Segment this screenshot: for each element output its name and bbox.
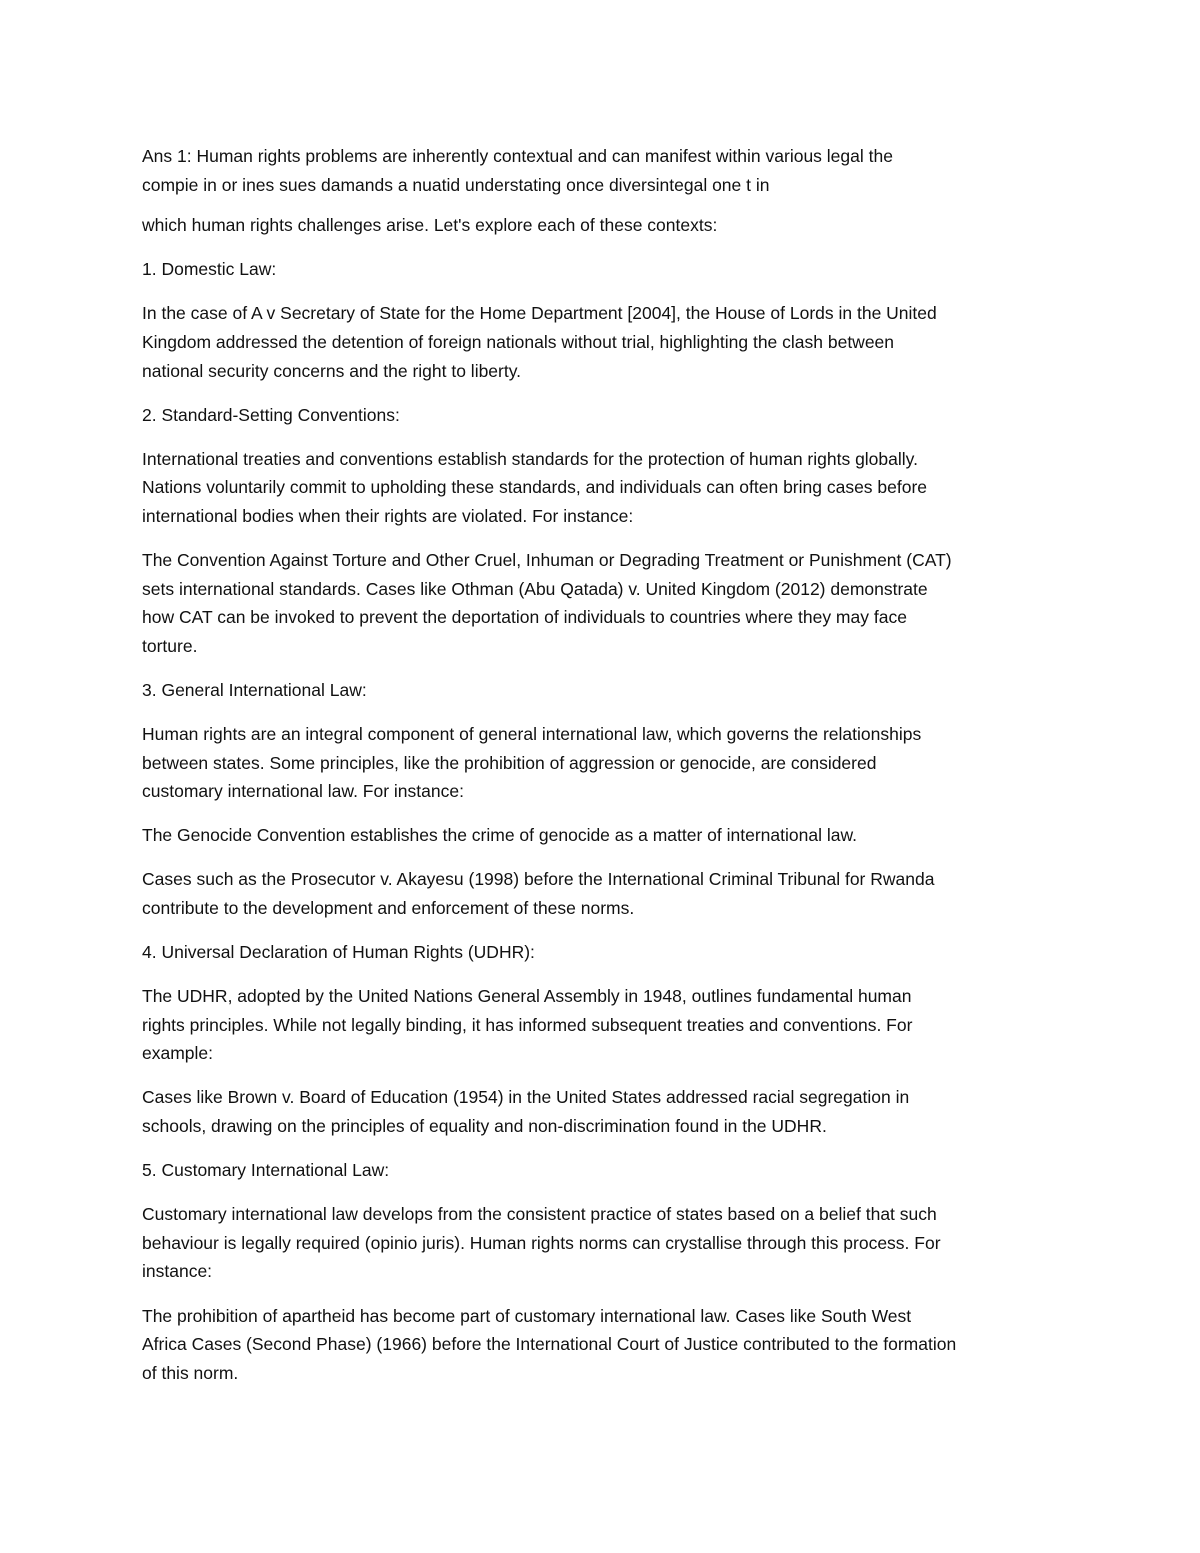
paragraph-intro: Ans 1: Human rights problems are inherently contextual and can manifest within various legal the compie in or ines sues damands a nuatid understating once diversintegal one t in (142, 146, 893, 195)
paragraph-brown: Cases like Brown v. Board of Education (1954) in the United States addressed racial segregation in schools, drawing on the principles of equality and non-discrimination found in the UDHR. (142, 1087, 910, 1137)
heading-domestic-law: 1. Domestic Law: (142, 259, 277, 280)
paragraph-akayesu: Cases such as the Prosecutor v. Akayesu (1998) before the International Criminal Tribunal for Rwanda contribute to the development and enforcement of these norms. (142, 869, 935, 918)
heading-udhr: 4. Universal Declaration of Human Rights (UDHR): (142, 942, 535, 963)
document-body (142, 142, 1072, 1403)
paragraph-intro-continued: which human rights challenges arise. Let's explore each of these contexts: (142, 215, 718, 236)
paragraph-genocide-convention: The Genocide Convention establishes the crime of genocide as a matter of international law. (142, 825, 857, 846)
paragraph-conventions: International treaties and conventions establish standards for the protection of human rights globally. Nations voluntarily commit to upholding these standards, and individuals can often bring cases before international bodies when their rights are violated. For instance: (142, 448, 928, 526)
heading-customary-international-law: 5. Customary International Law: (142, 1160, 390, 1181)
heading-general-international-law: 3. General International Law: (142, 679, 367, 700)
paragraph-apartheid: The prohibition of apartheid has become part of customary international law. Cases like South West Africa Cases (Second Phase) (1966) before the International Court of Justice contributed to the formation of this norm. (142, 1305, 957, 1383)
paragraph-customary-law: Customary international law develops from the consistent practice of states based on a belief that such behaviour is legally required (opinio juris). Human rights norms can crystallise through this process. For instance: (142, 1204, 941, 1282)
paragraph-udhr: The UDHR, adopted by the United Nations General Assembly in 1948, outlines fundamental human rights principles. While not legally binding, it has informed subsequent treaties and conventions. For example: (142, 986, 913, 1064)
heading-standard-setting-conventions: 2. Standard-Setting Conventions: (142, 404, 400, 425)
paragraph-domestic-law: In the case of A v Secretary of State for the Home Department [2004], the House of Lords in the United Kingdom addressed the detention of foreign nationals without trial, highlighting the clash between national security concerns and the right to liberty. (142, 303, 937, 381)
paragraph-cat: The Convention Against Torture and Other Cruel, Inhuman or Degrading Treatment or Punishment (CAT) sets international standards. Cases like Othman (Abu Qatada) v. United Kingdom (2012) demonstrate how CAT can be invoked to prevent the deportation of individuals to countries where they may face torture. (142, 550, 952, 656)
paragraph-general-international-law: Human rights are an integral component of general international law, which governs the relationships between states. Some principles, like the prohibition of aggression or genocide, are considered customary international law. For instance: (142, 724, 922, 802)
